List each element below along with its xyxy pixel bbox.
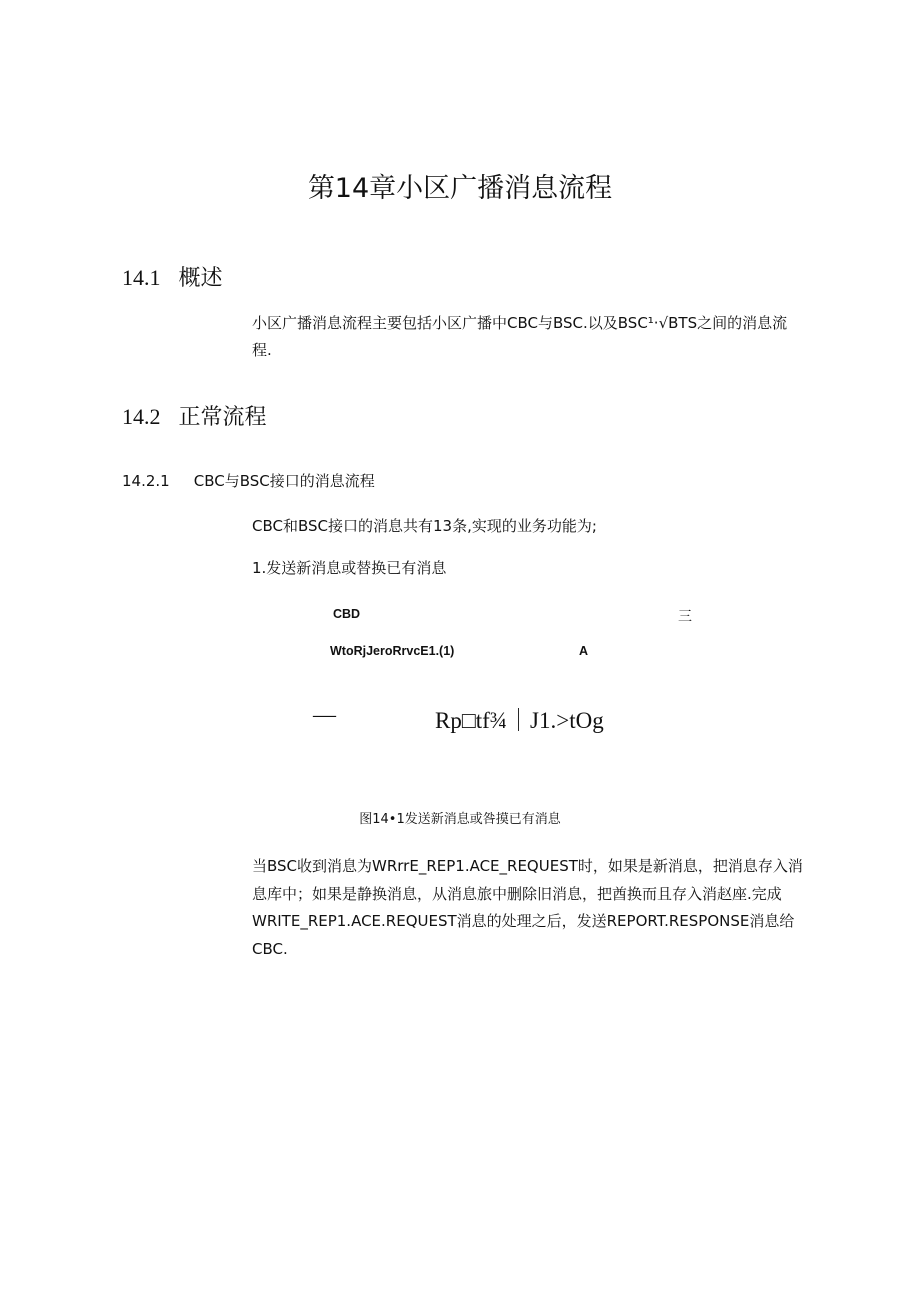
figure-label-cbd: CBD xyxy=(333,607,361,621)
figure-caption: 图14•1发送新消息或咎摸已有消息 xyxy=(359,812,561,827)
section-title: 正常流程 xyxy=(178,405,267,430)
subsection-intro: CBC和BSC接口的消息共有13条,实现的业务功能为; xyxy=(252,517,597,535)
figure-label-right-top: 三 xyxy=(678,608,692,624)
section-number: 14.1 xyxy=(122,265,161,290)
subsection-heading xyxy=(122,470,375,491)
figure-formula: Rp□tf¾｜J1.>tOg xyxy=(435,708,604,733)
section-title: 概述 xyxy=(178,266,223,291)
body-paragraph: 当BSC收到消息为WRrrE_REP1.ACE_REQUEST时，如果是新消息，把消息存入消息库中；如果是静换消息，从消息旅中删除旧消息，把酋换而且存入消赵座.完成WRITE_REP1.ACE.REQUEST消息的处理之后，发送REPORT.RESPONSE消息给CBC. xyxy=(252,857,803,958)
section-heading-normal-flow xyxy=(122,400,267,431)
figure-dash: — xyxy=(313,702,336,727)
subsection-title: CBC与BSC接口的消息流程 xyxy=(193,472,375,490)
subsection-number: 14.2.1 xyxy=(122,472,170,490)
section-heading-overview xyxy=(122,261,223,292)
figure-label-a: A xyxy=(579,644,589,658)
figure-label-message: WtoRjJeroRrvcE1.(1) xyxy=(330,644,455,658)
list-item: 1.发送新消息或替换已有消息 xyxy=(252,559,447,577)
chapter-title: 第14章小区广播消息流程 xyxy=(307,173,613,204)
section-number: 14.2 xyxy=(122,404,161,429)
overview-paragraph: 小区广播消息流程主要包括小区广播中CBC与BSC.以及BSC¹·√BTS之间的消息流程. xyxy=(252,314,788,359)
